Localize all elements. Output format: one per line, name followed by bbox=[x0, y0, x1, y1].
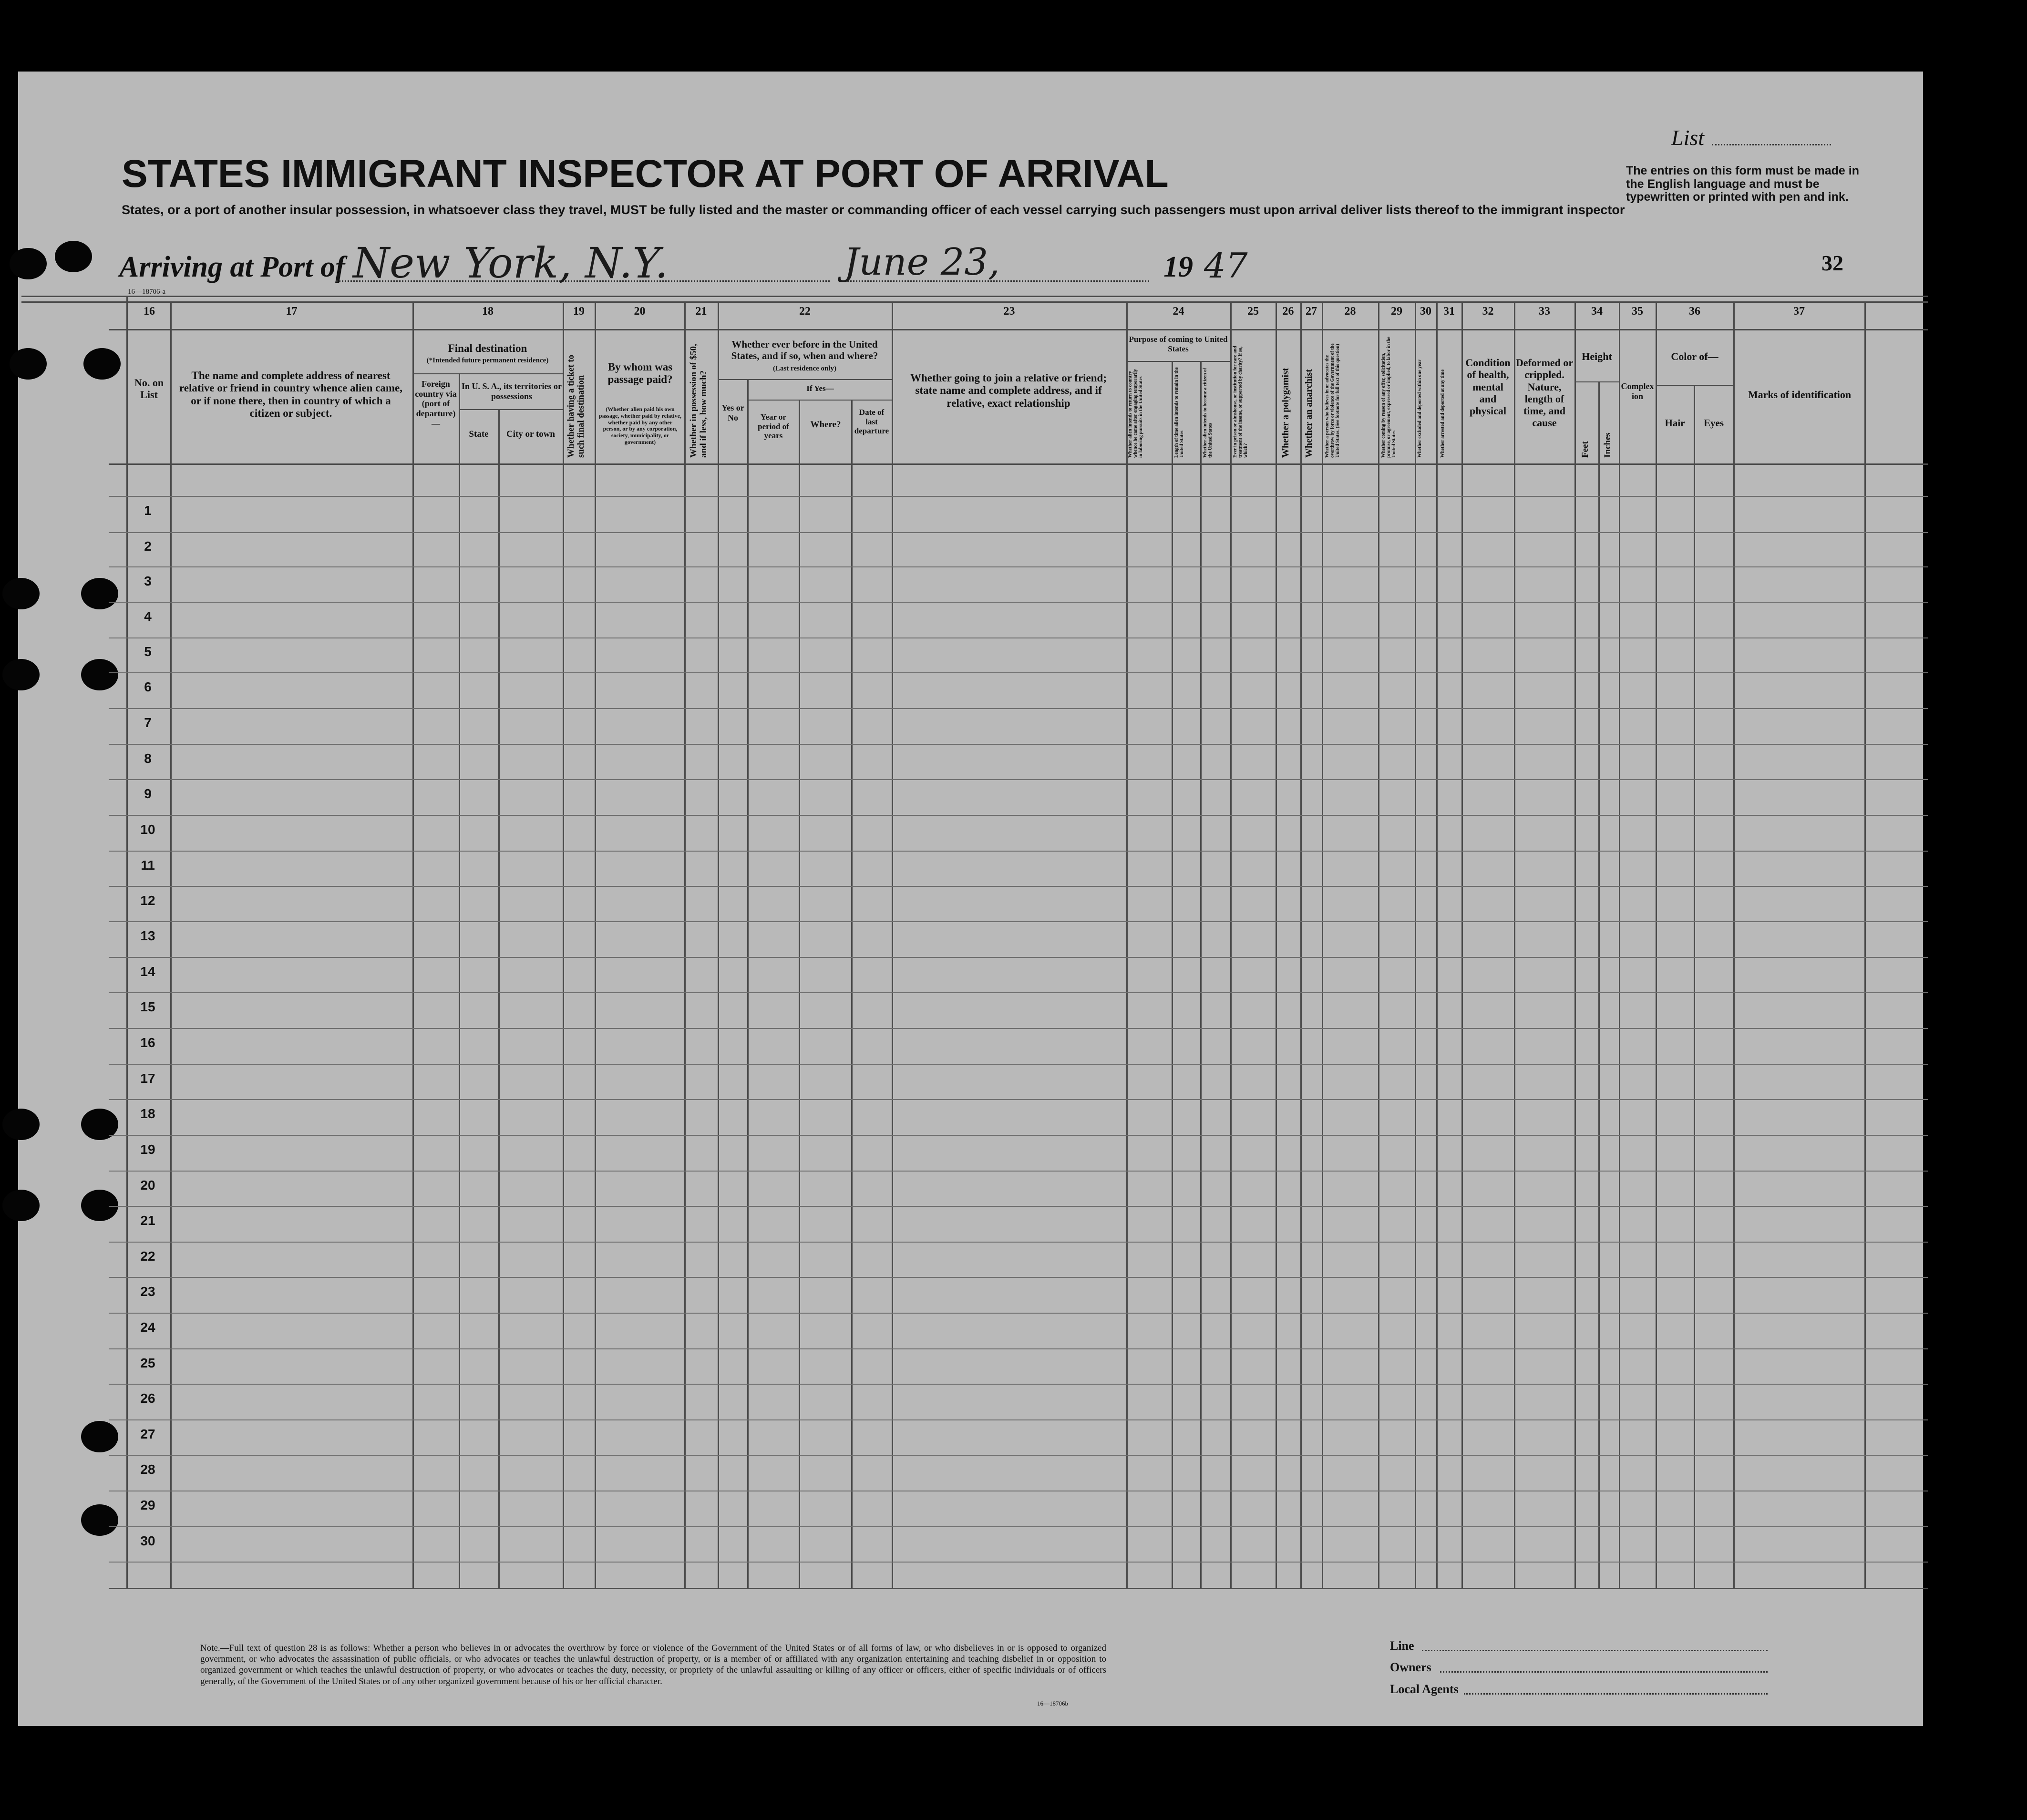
row-number: 28 bbox=[140, 1462, 155, 1477]
c22-ifyes-divider bbox=[747, 400, 892, 401]
list-number-field[interactable] bbox=[1712, 144, 1831, 145]
line-field[interactable] bbox=[1422, 1650, 1768, 1651]
col-line bbox=[498, 409, 500, 1589]
header-hair: Hair bbox=[1665, 417, 1685, 429]
local-agents-field[interactable] bbox=[1464, 1693, 1768, 1695]
col-line bbox=[170, 301, 172, 1589]
row-number: 25 bbox=[140, 1356, 155, 1370]
arriving-label: Arriving at Port of bbox=[119, 251, 345, 283]
header-health: Condition of health, mental and physical bbox=[1465, 357, 1511, 417]
header-purpose-return: Whether alien intends to return to country whence he came after engaging temporarily in laboring pursuits in the United States bbox=[1128, 369, 1143, 458]
footer-form-code: 16—18706b bbox=[1037, 1700, 1068, 1707]
row-number: 9 bbox=[144, 786, 152, 801]
row-number: 3 bbox=[144, 574, 152, 588]
col-line bbox=[1733, 301, 1735, 1589]
row-number: 13 bbox=[140, 928, 155, 943]
row-number: 22 bbox=[140, 1249, 155, 1264]
punch-hole bbox=[2, 659, 40, 690]
row-line bbox=[109, 1099, 1928, 1100]
colnum: 31 bbox=[1443, 305, 1455, 318]
header-purpose-citizen: Whether alien intends to become a citizen of the United States bbox=[1203, 368, 1213, 458]
punch-hole bbox=[83, 348, 121, 380]
row-line bbox=[109, 1028, 1928, 1029]
colnum: 16 bbox=[144, 305, 155, 318]
form-code: 16—18706-a bbox=[128, 288, 166, 296]
col-line bbox=[1126, 301, 1128, 1589]
header-polygamist: Whether a polygamist bbox=[1280, 368, 1291, 458]
colnum: 21 bbox=[695, 305, 707, 318]
list-label: List bbox=[1671, 125, 1705, 150]
punch-hole bbox=[81, 1421, 118, 1452]
row-number: 27 bbox=[140, 1427, 155, 1441]
header-where: Where? bbox=[810, 420, 841, 430]
colnum: 34 bbox=[1591, 305, 1603, 318]
col-line bbox=[892, 301, 893, 1589]
row-number: 5 bbox=[144, 644, 152, 659]
header-before-in-us: Whether ever before in the United States, and if so, when and where? bbox=[731, 339, 878, 362]
row-line bbox=[109, 532, 1928, 533]
col-line bbox=[1864, 301, 1866, 1589]
colnum: 29 bbox=[1391, 305, 1402, 318]
form-title: STATES IMMIGRANT INSPECTOR AT PORT OF ARRIVAL bbox=[122, 152, 1169, 195]
colnum: 23 bbox=[1003, 305, 1015, 318]
header-join-relative: Whether going to join a relative or friend; state name and complete address, and if relative, exact relationship bbox=[910, 372, 1107, 409]
row-number: 11 bbox=[141, 858, 155, 873]
col-line bbox=[1300, 301, 1302, 1589]
row-line bbox=[109, 1064, 1928, 1065]
colnum: 30 bbox=[1420, 305, 1431, 318]
instructions: The entries on this form must be made in the English language and must be typewritten or printed with pen and ink. bbox=[1626, 164, 1859, 204]
row-line bbox=[109, 1419, 1928, 1420]
manifest-sheet bbox=[18, 72, 1923, 1726]
c34-divider bbox=[1574, 381, 1619, 382]
col-line bbox=[1574, 301, 1576, 1589]
col-line bbox=[1436, 301, 1438, 1589]
header-excluded: Whether excluded and deported within one year bbox=[1417, 360, 1422, 458]
colnum: 33 bbox=[1539, 305, 1550, 318]
col-line bbox=[718, 301, 719, 1589]
row-number: 17 bbox=[140, 1071, 155, 1086]
c22-divider bbox=[718, 379, 892, 380]
colnum: 24 bbox=[1173, 305, 1184, 318]
header-purpose: Purpose of coming to United States bbox=[1129, 335, 1228, 353]
punch-hole bbox=[2, 578, 40, 609]
row-line bbox=[109, 496, 1928, 497]
header-purpose-length: Length of time alien intends to remain in the United States bbox=[1174, 367, 1184, 458]
colnum: 22 bbox=[799, 305, 811, 318]
col-line bbox=[1461, 301, 1463, 1589]
row-line bbox=[109, 672, 1928, 673]
colnum: 27 bbox=[1306, 305, 1317, 318]
colnum: 35 bbox=[1632, 305, 1643, 318]
header-nearest-relative: The name and complete address of nearest relative or friend in country whence alien came, or if none there, then in country of which a citizen or subject. bbox=[179, 370, 402, 420]
row-number: 16 bbox=[140, 1035, 155, 1050]
header-eyes: Eyes bbox=[1704, 417, 1724, 429]
col-line bbox=[1619, 301, 1620, 1589]
punch-hole bbox=[10, 248, 47, 279]
row-number: 19 bbox=[140, 1142, 155, 1157]
header-bottom-line bbox=[109, 463, 1928, 465]
col-line bbox=[1415, 301, 1416, 1589]
col-line bbox=[459, 373, 460, 1589]
punch-hole bbox=[55, 241, 92, 272]
row-line bbox=[109, 1171, 1928, 1172]
row-number: 18 bbox=[140, 1106, 155, 1121]
table-top-line bbox=[21, 296, 1928, 297]
line-label: Line bbox=[1390, 1639, 1414, 1653]
col-line bbox=[1172, 361, 1173, 1589]
header-city: City or town bbox=[506, 429, 556, 439]
colnum: 17 bbox=[286, 305, 298, 318]
header-fifty-dollars: Whether in possession of $50, and if less, how much? bbox=[689, 344, 709, 458]
colnum: 20 bbox=[634, 305, 646, 318]
row-line bbox=[109, 1384, 1928, 1385]
row-line bbox=[109, 566, 1928, 567]
footnote-q28: Note.—Full text of question 28 is as follows: Whether a person who believes in or advocates the overthrow by force or violence of the Government of the United States or of all forms of law, or who disbelieves in or is opposed to organized government, or who advocates the assassination of public officials, or who advocates or teaches the unlawful destruction of property, or is a member of or affiliated with any organization entertaining and teaching disbelief in or opposition to organized government or which teaches the unlawful destruction of property, or who advocates or teaches the duty, necessity, or propriety of the unlawful assaulting or killing of any officer or officers, either of specific individuals or of officers generally, of the Government of the United States or of any other organized government because of his or her official character. bbox=[200, 1643, 1106, 1686]
sheet-number: 32 bbox=[1821, 251, 1843, 275]
header-state: State bbox=[469, 429, 489, 439]
date-handwritten[interactable]: June 23, bbox=[844, 241, 1000, 284]
row-number: 26 bbox=[140, 1391, 155, 1406]
row-line bbox=[109, 1313, 1928, 1314]
owners-label: Owners bbox=[1390, 1660, 1431, 1674]
form-subtitle: States, or a port of another insular possession, in whatsoever class they travel, MUST be fully listed and the master or commanding officer of each vessel carrying such passengers must upon arrival deliver lists thereof to the immigrant inspector bbox=[122, 203, 1625, 217]
col-line bbox=[1694, 385, 1695, 1589]
row-line bbox=[109, 1348, 1928, 1349]
col-line bbox=[1598, 381, 1600, 1589]
header-anarchist: Whether an anarchist bbox=[1304, 369, 1314, 458]
header-final-destination: Final destination bbox=[448, 342, 527, 354]
header-passage-paid: By whom was passage paid? bbox=[607, 361, 673, 386]
row-number: 2 bbox=[144, 539, 152, 554]
header-height: Height bbox=[1582, 350, 1612, 362]
colnum: 18 bbox=[482, 305, 494, 318]
punch-hole bbox=[2, 1109, 40, 1140]
col-line bbox=[412, 301, 414, 1589]
row-number: 6 bbox=[144, 679, 152, 694]
header-no-on-list: No. on List bbox=[134, 377, 164, 401]
header-complexion: Complexion bbox=[1621, 381, 1654, 401]
row-line bbox=[109, 1277, 1928, 1278]
col-line bbox=[684, 301, 686, 1589]
colnum: 32 bbox=[1482, 305, 1494, 318]
col-line bbox=[851, 400, 853, 1589]
header-passage-note: (Whether alien paid his own passage, whether paid by relative, whether paid by any other person, or by any corporation, society, municipality, or government) bbox=[599, 406, 681, 445]
row-line bbox=[109, 744, 1928, 745]
year-printed: 19 bbox=[1163, 251, 1193, 283]
header-foreign-country: Foreign country via (port of departure)— bbox=[415, 379, 457, 428]
table-bottom-line bbox=[109, 1588, 1928, 1589]
row-number: 30 bbox=[140, 1533, 155, 1548]
punch-hole bbox=[81, 1504, 118, 1536]
col-line bbox=[126, 296, 128, 1589]
c18-usa-divider bbox=[459, 409, 563, 410]
col-line bbox=[1276, 301, 1277, 1589]
punch-hole bbox=[10, 348, 47, 380]
header-color-of: Color of— bbox=[1671, 350, 1718, 362]
row-number: 15 bbox=[140, 999, 155, 1014]
colnum: 19 bbox=[573, 305, 585, 318]
row-line bbox=[109, 957, 1928, 958]
row-line bbox=[109, 1562, 1928, 1563]
header-in-usa: In U. S. A., its territories or possessions bbox=[462, 381, 562, 401]
row-number: 1 bbox=[144, 503, 152, 518]
colnum-line bbox=[21, 301, 1928, 303]
header-last-residence: (Last residence only) bbox=[772, 365, 837, 372]
port-handwritten[interactable]: New York, N.Y. bbox=[353, 238, 669, 288]
header-deformed: Deformed or crippled. Nature, length of time, and cause bbox=[1515, 357, 1574, 429]
row-number: 10 bbox=[140, 822, 155, 837]
punch-hole bbox=[81, 578, 118, 609]
c18-divider bbox=[412, 373, 563, 374]
header-year: Year or period of years bbox=[758, 412, 789, 441]
header-last-departure: Date of last departure bbox=[854, 408, 889, 436]
punch-hole bbox=[81, 659, 118, 690]
row-number: 4 bbox=[144, 609, 152, 624]
header-ticket: Whether having a ticket to such final destination bbox=[566, 354, 586, 458]
header-q28: Whether a person who believes in or advocates the overthrow by force or violence of the Government of the United States. (See footnote for full text of this question) bbox=[1325, 343, 1340, 458]
col-line bbox=[1378, 301, 1379, 1589]
row-line bbox=[109, 1135, 1928, 1136]
colnum: 37 bbox=[1793, 305, 1805, 318]
row-number: 7 bbox=[144, 715, 152, 730]
row-number: 23 bbox=[140, 1284, 155, 1299]
colnum: 36 bbox=[1689, 305, 1700, 318]
col-line bbox=[1200, 361, 1202, 1589]
row-number: 21 bbox=[140, 1213, 155, 1228]
row-line bbox=[109, 886, 1928, 887]
row-line bbox=[109, 602, 1928, 603]
row-line bbox=[109, 1526, 1928, 1527]
row-number: 29 bbox=[140, 1498, 155, 1512]
col-line bbox=[595, 301, 596, 1589]
colnum: 28 bbox=[1344, 305, 1356, 318]
header-feet: Feet bbox=[1580, 441, 1590, 458]
local-agents-label: Local Agents bbox=[1390, 1682, 1459, 1696]
col-line bbox=[1514, 301, 1515, 1589]
punch-hole bbox=[81, 1190, 118, 1221]
col-line bbox=[1656, 301, 1657, 1589]
row-number: 12 bbox=[140, 893, 155, 908]
header-arrested: Whether arrested and deported at any time bbox=[1440, 369, 1445, 458]
row-line bbox=[109, 921, 1928, 922]
punch-hole bbox=[2, 1190, 40, 1221]
header-offer-labor: Whether coming by reason of any offer, solicitation, promise, or agreement, expressed or implied, to labor in the United States bbox=[1381, 337, 1397, 458]
col-line bbox=[747, 379, 749, 1589]
header-prison: Ever in prison or almshouse, or institution for care and treatment of the insane, or supported by charity? If so, which? bbox=[1233, 346, 1248, 458]
row-line bbox=[109, 1242, 1928, 1243]
row-line bbox=[109, 708, 1928, 709]
row-line bbox=[109, 815, 1928, 816]
colnum-bottom-line bbox=[109, 329, 1928, 330]
row-line bbox=[109, 851, 1928, 852]
header-final-destination-note: (*Intended future permanent residence) bbox=[426, 357, 549, 364]
colnum: 26 bbox=[1282, 305, 1294, 318]
col-line bbox=[1230, 301, 1232, 1589]
col-line bbox=[799, 400, 800, 1589]
row-line bbox=[109, 1206, 1928, 1207]
row-number: 24 bbox=[140, 1320, 155, 1335]
header-marks: Marks of identification bbox=[1748, 389, 1852, 401]
col-line bbox=[563, 301, 564, 1589]
row-number: 8 bbox=[144, 751, 152, 766]
row-line bbox=[109, 779, 1928, 780]
owners-field[interactable] bbox=[1440, 1671, 1768, 1673]
row-line bbox=[109, 992, 1928, 993]
row-number: 14 bbox=[140, 964, 155, 979]
col-line bbox=[1322, 301, 1323, 1589]
header-if-yes: If Yes— bbox=[806, 384, 834, 393]
header-inches: Inches bbox=[1603, 432, 1613, 458]
c24-divider bbox=[1126, 361, 1230, 362]
row-line bbox=[109, 1455, 1928, 1456]
row-number: 20 bbox=[140, 1178, 155, 1193]
colnum: 25 bbox=[1247, 305, 1259, 318]
header-yes-or-no: Yes or No bbox=[721, 403, 744, 422]
year-handwritten[interactable]: 47 bbox=[1204, 246, 1248, 286]
